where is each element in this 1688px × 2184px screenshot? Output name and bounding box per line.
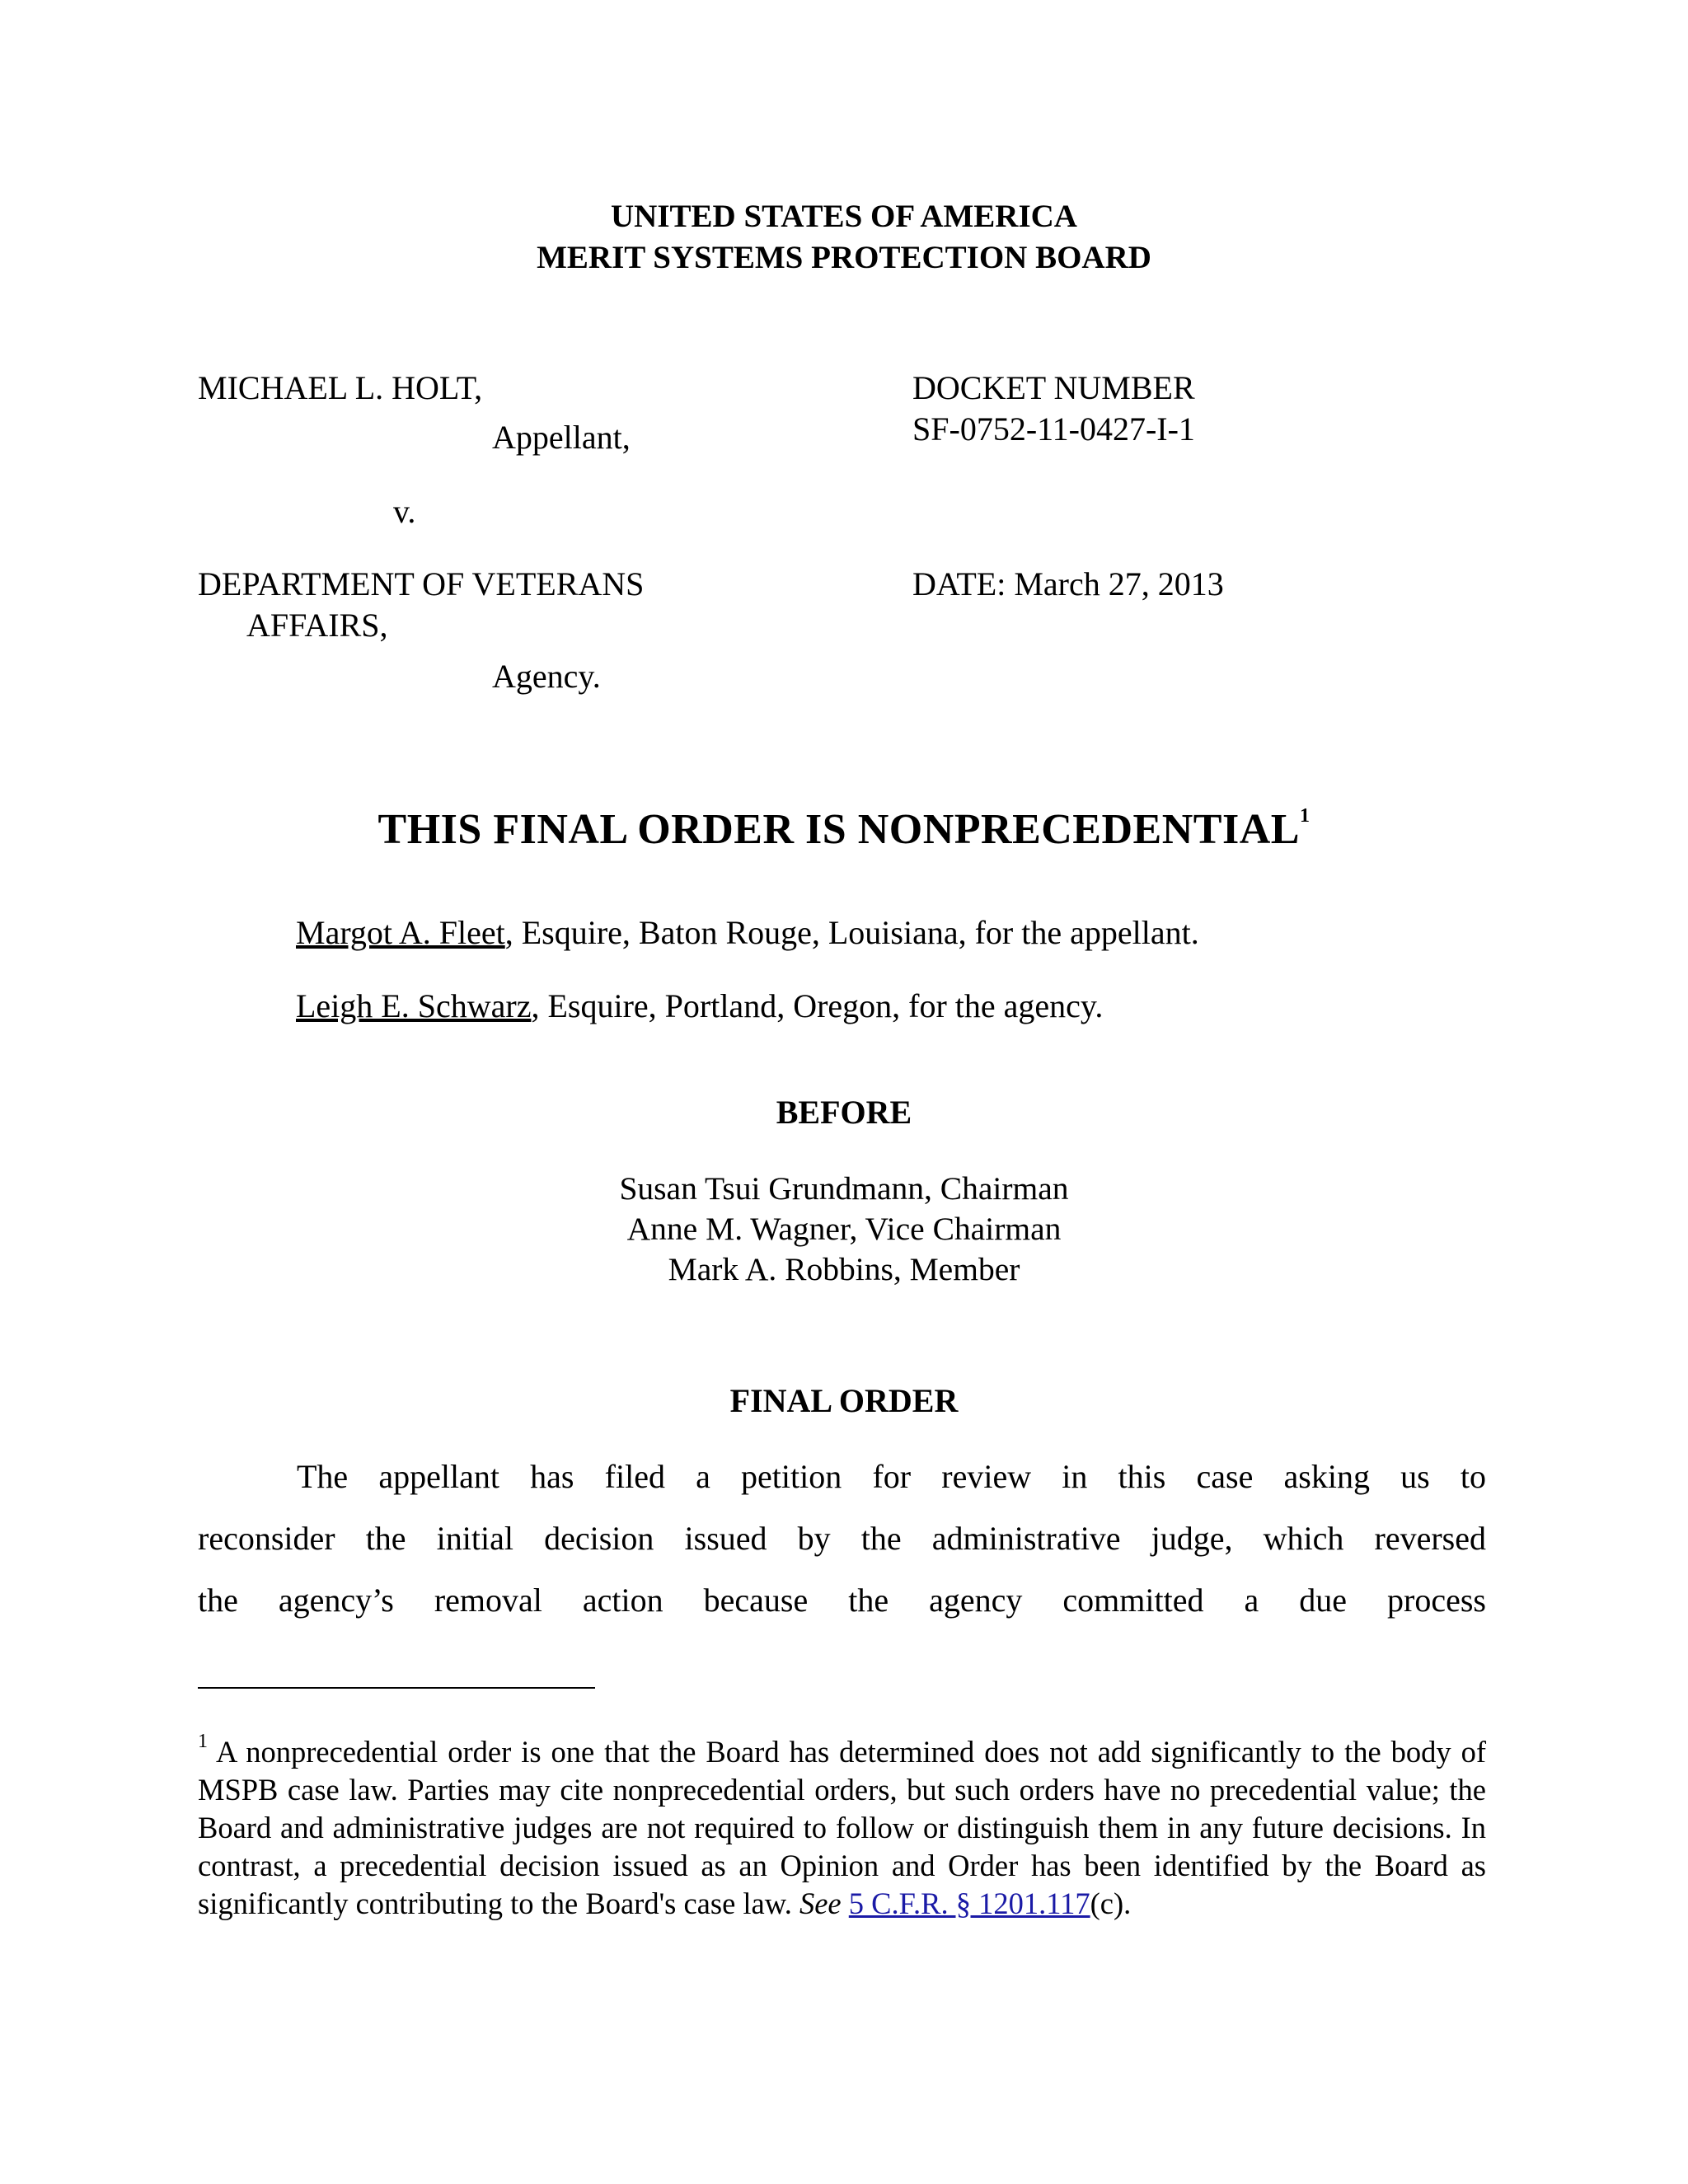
docket-label: DOCKET NUMBER (912, 369, 1195, 406)
board-member: Mark A. Robbins, Member (668, 1251, 1020, 1287)
board-member: Susan Tsui Grundmann, Chairman (619, 1170, 1069, 1207)
footnote-marker: 1 (198, 1731, 208, 1752)
footnote-see: See (799, 1886, 842, 1920)
order-body-line: reconsider the initial decision issued by the administrative judge, which reversed (198, 1520, 1486, 1557)
counsel-appellant (296, 913, 1199, 952)
appellant-name: MICHAEL L. HOLT, (198, 369, 483, 406)
footnote-separator (198, 1687, 595, 1689)
agency-name-line-2: AFFAIRS, (246, 607, 388, 644)
footnote-text: A nonprecedential order is one that the Board has determined does not add significantly to the body of MSPB case law. Parties may cite nonprecedential orders, but such orders have no precedential value; the Board and administrative judges are not required to follow or distinguish them in any future decisions. In contrast, a precedential decision issued as an Opinion and Order has been identified by the Board as significantly contributing to the Board's case law. (198, 1735, 1486, 1920)
board-members (0, 1169, 1688, 1290)
title-footnote-marker: 1 (1299, 805, 1311, 827)
appellant-role: Appellant, (492, 419, 631, 456)
counsel-appellant-name: Margot A. Fleet (296, 914, 505, 951)
document-title (0, 805, 1688, 854)
citation-suffix: (c). (1090, 1886, 1132, 1920)
final-order-heading: FINAL ORDER (729, 1382, 959, 1419)
versus: v. (393, 493, 416, 530)
counsel-agency-details: , Esquire, Portland, Oregon, for the agency. (531, 987, 1104, 1024)
footnote (198, 1722, 1486, 1923)
agency-role: Agency. (492, 658, 601, 695)
order-body (198, 1446, 1486, 1631)
document-title-text: THIS FINAL ORDER IS NONPRECEDENTIAL (377, 806, 1300, 853)
citation-link[interactable]: 5 C.F.R. § 1201.117 (848, 1886, 1090, 1920)
counsel-agency-name: Leigh E. Schwarz (296, 987, 532, 1024)
board-member: Anne M. Wagner, Vice Chairman (626, 1211, 1062, 1247)
order-body-line: the agency’s removal action because the agency committed a due process (198, 1582, 1486, 1619)
decision-date: DATE: March 27, 2013 (912, 565, 1224, 602)
order-body-line: The appellant has filed a petition for review in this case asking us to (297, 1458, 1486, 1495)
agency-name-line-1: DEPARTMENT OF VETERANS (198, 565, 645, 602)
header-line-1: UNITED STATES OF AMERICA (611, 199, 1077, 234)
counsel-agency (296, 987, 1103, 1025)
docket-number: SF-0752-11-0427-I-1 (912, 410, 1195, 448)
header-line-2: MERIT SYSTEMS PROTECTION BOARD (537, 240, 1151, 275)
counsel-appellant-details: , Esquire, Baton Rouge, Louisiana, for the appellant. (504, 914, 1199, 951)
before-heading: BEFORE (776, 1094, 912, 1131)
